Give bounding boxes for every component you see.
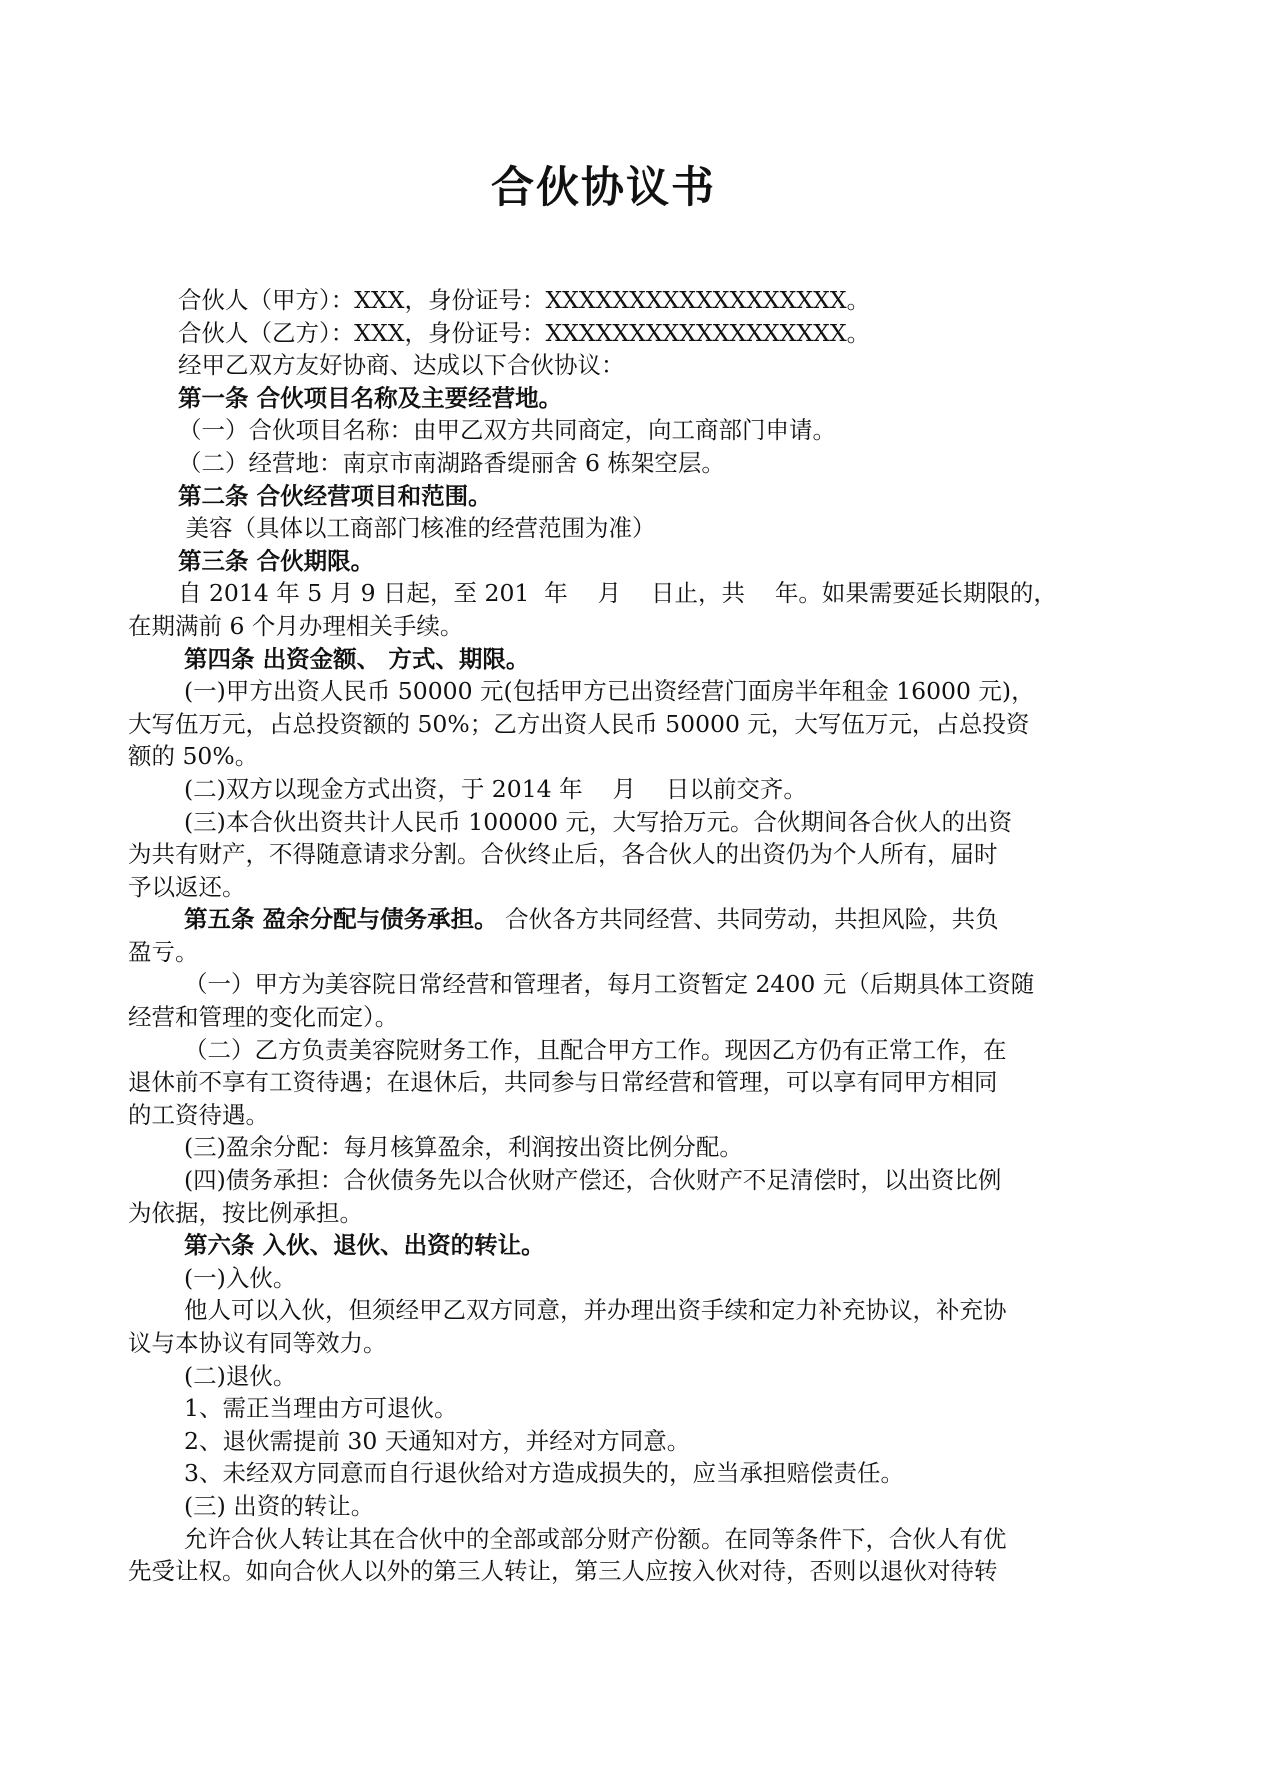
paragraph-line: (二)退伙。 (184, 1361, 297, 1390)
paragraph-line: (一)甲方出资人民币 50000 元(包括甲方已出资经营门面房半年租金 16000 元)， (184, 677, 1035, 706)
paragraph-line: 经营和管理的变化而定）。 (128, 1003, 399, 1032)
paragraph-line: 1、需正当理由方可退伙。 (184, 1394, 458, 1423)
article-heading: 第五条 盈余分配与债务承担。 (184, 905, 498, 934)
article-heading: 第四条 出资金额、 方式、期限。 (184, 644, 530, 673)
paragraph-line: (四)债务承担：合伙债务先以合伙财产偿还，合伙财产不足清偿时，以出资比例 (184, 1166, 1002, 1195)
paragraph-line: 大写伍万元，占总投资额的 50%；乙方出资人民币 50000 元，大写伍万元，占总投资 (128, 709, 1030, 738)
paragraph-line: （二）乙方负责美容院财务工作，且配合甲方工作。现因乙方仍有正常工作，在 (184, 1035, 1007, 1064)
paragraph-line: (三)盈余分配：每月核算盈余，利润按出资比例分配。 (184, 1133, 743, 1162)
article-heading: 第二条 合伙经营项目和范围。 (178, 481, 492, 510)
document-body (128, 284, 1068, 1588)
paragraph-line: 2、退伙需提前 30 天通知对方，并经对方同意。 (184, 1426, 691, 1455)
paragraph-text: 合伙各方共同经营、共同劳动，共担风险，共负 (497, 905, 999, 934)
paragraph-line: 予以返还。 (128, 872, 246, 901)
article-heading: 第一条 合伙项目名称及主要经营地。 (178, 383, 563, 412)
paragraph-line: （二）经营地：南京市南湖路香缇丽舍 6 栋架空层。 (178, 448, 725, 477)
paragraph-line: 合伙人（乙方）：XXX，身份证号：XXXXXXXXXXXXXXXXXX。 (178, 318, 871, 347)
paragraph-line: 为共有财产，不得随意请求分割。合伙终止后，各合伙人的出资仍为个人所有，届时 (128, 840, 998, 869)
paragraph-line: （一）甲方为美容院日常经营和管理者，每月工资暂定 2400 元（后期具体工资随 (184, 970, 1035, 999)
paragraph-line: （一）合伙项目名称：由甲乙双方共同商定，向工商部门申请。 (178, 416, 836, 445)
paragraph-line: 允许合伙人转让其在合伙中的全部或部分财产份额。在同等条件下，合伙人有优 (184, 1524, 1007, 1553)
paragraph-line: 额的 50%。 (128, 742, 259, 771)
article-heading: 第六条 入伙、退伙、出资的转让。 (184, 1231, 545, 1260)
paragraph-line: (三)本合伙出资共计人民币 100000 元，大写拾万元。合伙期间各合伙人的出资 (184, 807, 1012, 836)
paragraph-line: 3、未经双方同意而自行退伙给对方造成损失的，应当承担赔偿责任。 (184, 1459, 904, 1488)
paragraph-line: 美容（具体以工商部门核准的经营范围为准） (178, 514, 656, 543)
paragraph-line: 在期满前 6 个月办理相关手续。 (128, 611, 464, 640)
paragraph-line: 的工资待遇。 (128, 1100, 269, 1129)
paragraph-line: 议与本协议有同等效力。 (128, 1329, 387, 1357)
paragraph-line: 盈亏。 (128, 937, 199, 966)
paragraph-line: 自 2014 年 5 月 9 日起，至 201 年 月 日止，共 年。如果需要延长期限的， (178, 579, 1057, 608)
paragraph-line: (三) 出资的转让。 (184, 1491, 375, 1520)
paragraph-line: 合伙人（甲方）：XXX，身份证号：XXXXXXXXXXXXXXXXXX。 (178, 286, 871, 314)
paragraph-line: 先受让权。如向合伙人以外的第三人转让，第三人应按入伙对待，否则以退伙对待转 (128, 1557, 998, 1586)
document-title: 合伙协议书 (491, 163, 716, 213)
paragraph-line: 他人可以入伙，但须经甲乙双方同意，并办理出资手续和定力补充协议，补充协 (184, 1296, 1007, 1325)
paragraph-line: 为依据，按比例承担。 (128, 1198, 363, 1227)
article-heading: 第三条 合伙期限。 (178, 546, 375, 575)
paragraph-line: 退休前不享有工资待遇；在退休后，共同参与日常经营和管理，可以享有同甲方相同 (128, 1068, 998, 1097)
paragraph-line: 经甲乙双方友好协商、达成以下合伙协议： (178, 351, 625, 380)
paragraph-line: (一)入伙。 (184, 1263, 297, 1292)
paragraph-line (128, 903, 1068, 936)
paragraph-line: (二)双方以现金方式出资，于 2014 年 月 日以前交齐。 (184, 774, 807, 803)
